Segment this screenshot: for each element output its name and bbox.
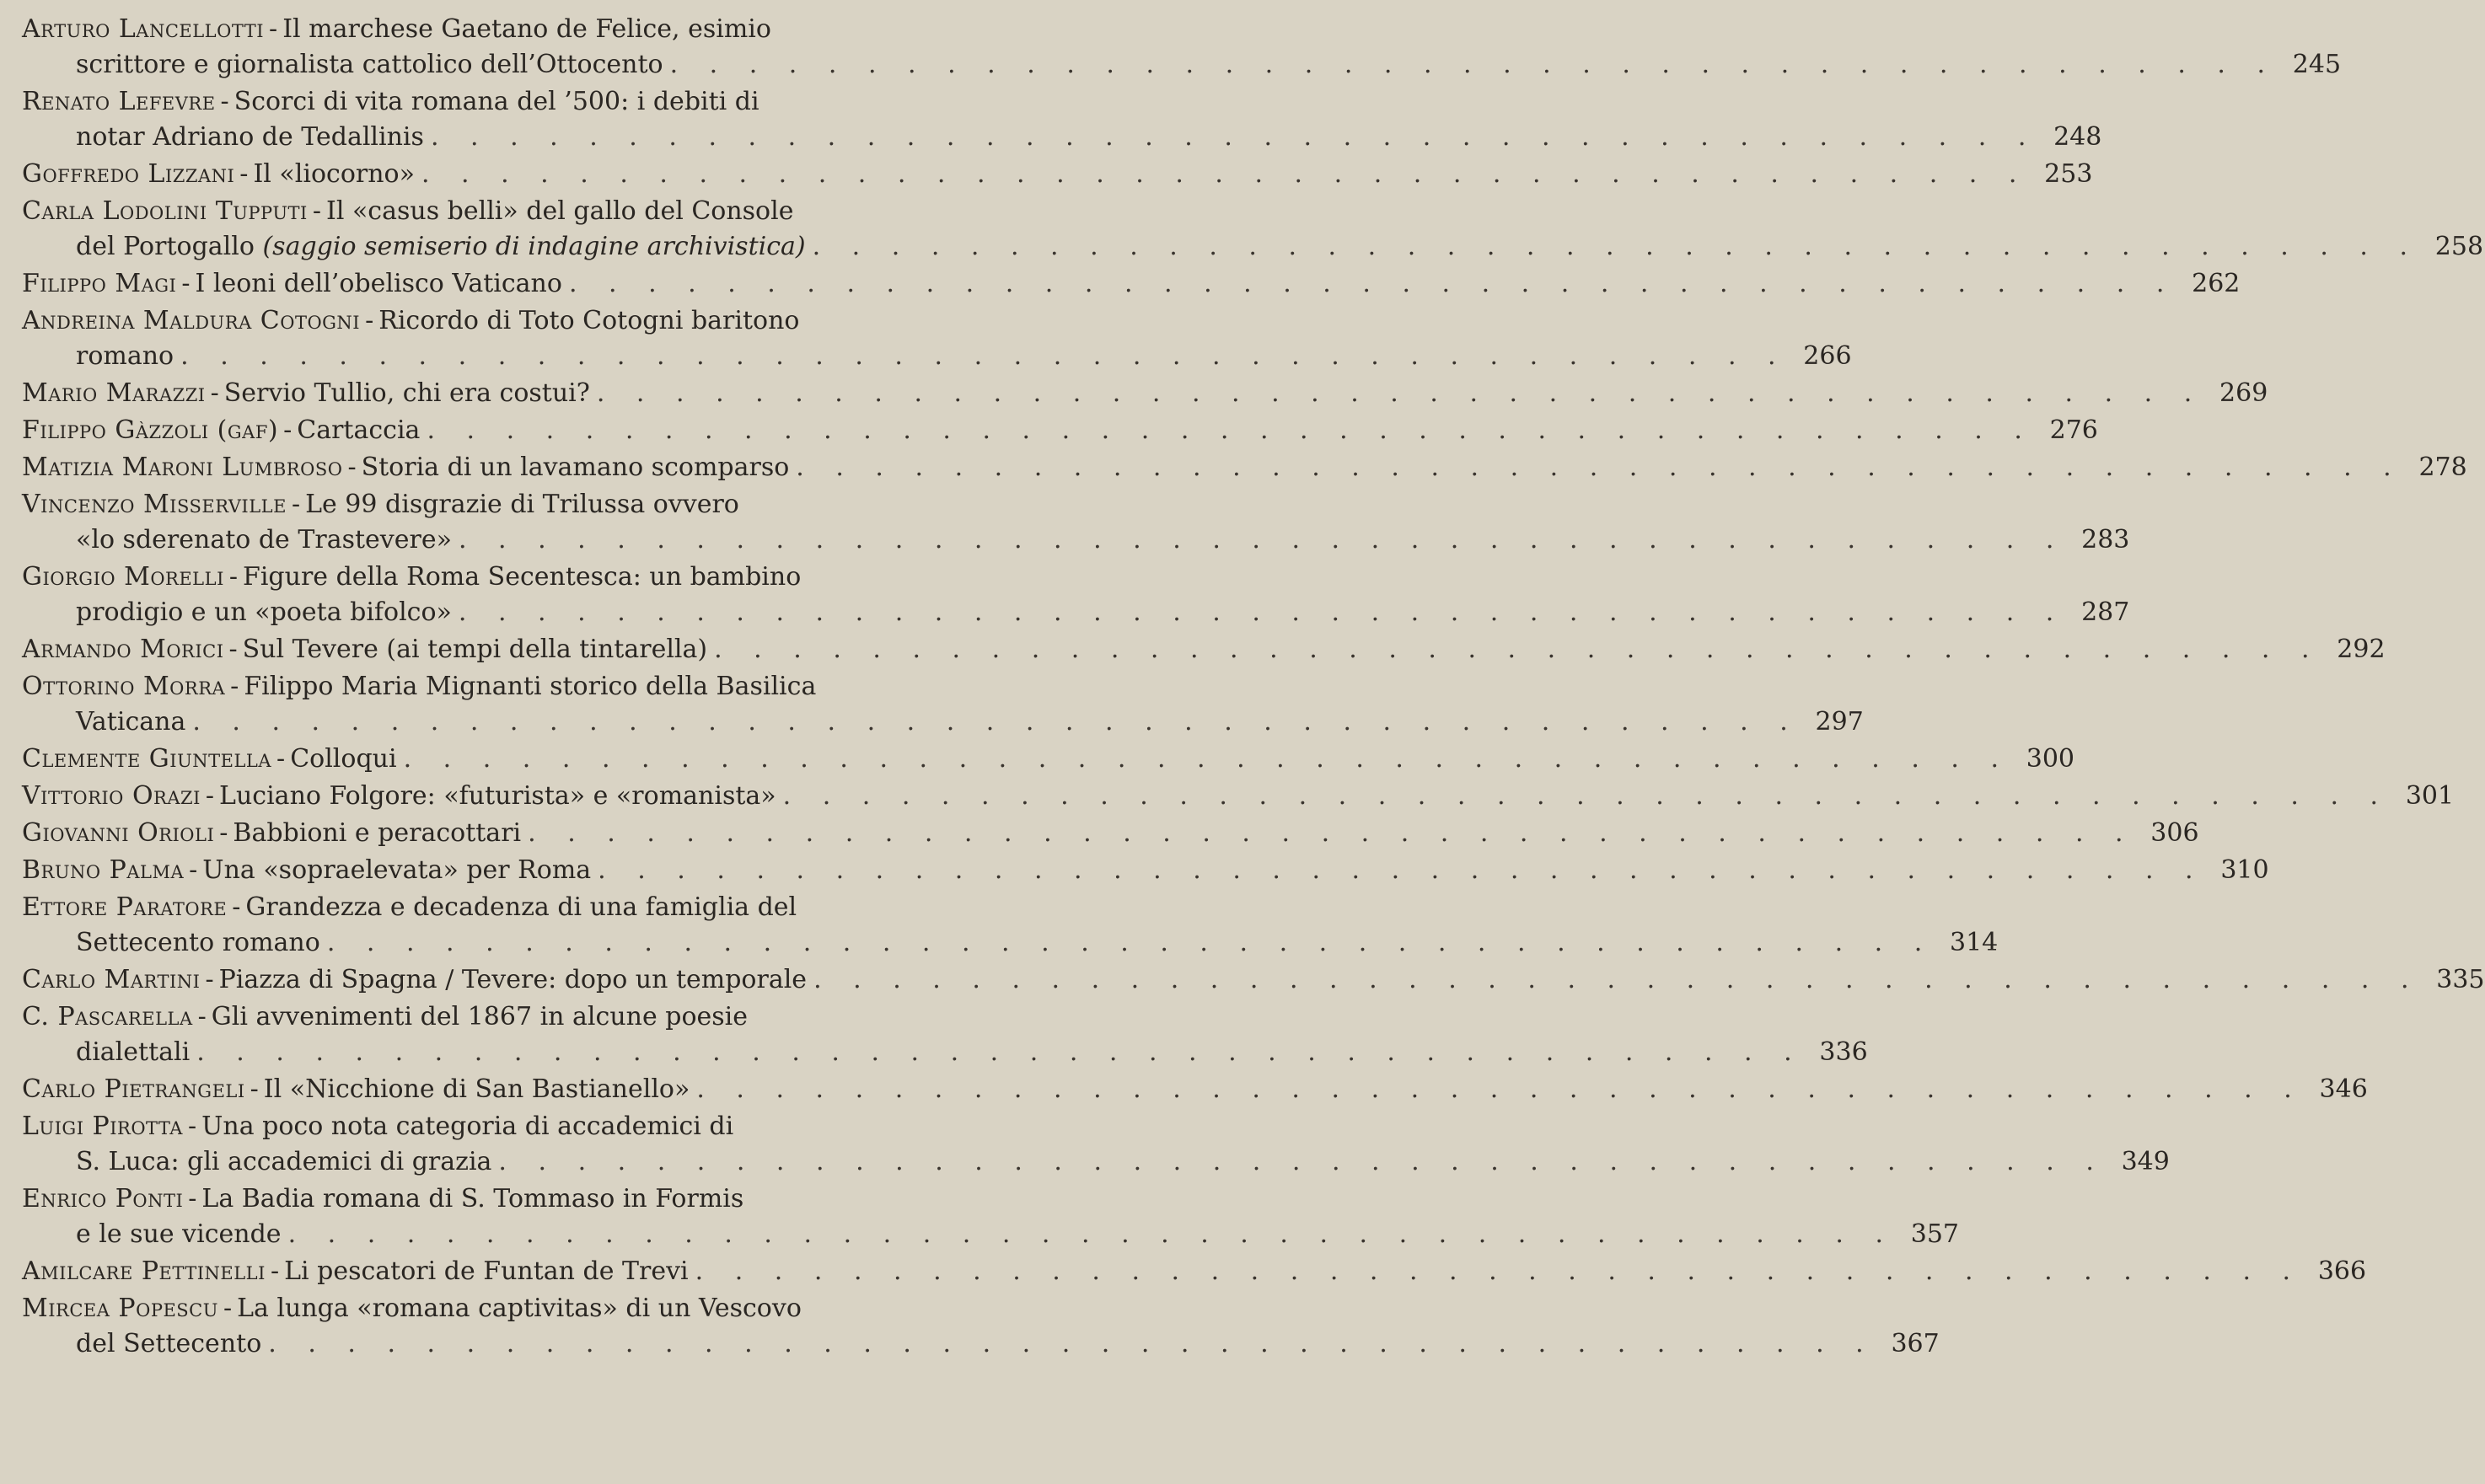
entry-author: Ettore Paratore	[22, 892, 228, 922]
toc-entry	[22, 1181, 1959, 1252]
toc-entry	[22, 560, 2130, 630]
dot-leader	[174, 339, 1787, 374]
toc-entry	[22, 853, 2269, 888]
entry-title-continuation-text: Vaticana	[76, 707, 186, 737]
toc-entry-first-line	[22, 12, 937, 47]
toc-entry-first-line	[22, 962, 2485, 998]
entry-author: Filippo Gàzzoli (gaf)	[22, 415, 279, 445]
toc-entry	[22, 1072, 2368, 1107]
toc-entry-first-line	[22, 853, 2269, 888]
entry-title: Colloqui	[290, 744, 397, 774]
toc-entry-first-line	[22, 1181, 937, 1217]
entry-separator: -	[205, 965, 214, 994]
entry-title: Babbioni e peracottari	[233, 818, 522, 848]
entry-page-number: 336	[1819, 1037, 1868, 1067]
toc-entry-first-line	[22, 742, 2075, 777]
entry-author: Enrico Ponti	[22, 1184, 184, 1213]
toc-entry-heading	[22, 816, 521, 851]
entry-separator: -	[210, 378, 219, 408]
entry-page-number: 292	[2337, 635, 2386, 664]
entry-title-continuation-text: prodigio e un «poeta bifolco»	[76, 597, 452, 627]
entry-separator: -	[181, 269, 191, 298]
entry-separator: -	[269, 14, 278, 44]
entry-title: Figure della Roma Secentesca: un bambino	[243, 562, 802, 592]
toc-entry-heading	[22, 84, 873, 120]
toc-entry-heading	[22, 669, 873, 704]
toc-entry	[22, 1291, 1940, 1362]
toc-entry	[22, 816, 2199, 851]
toc-entry	[22, 450, 2467, 485]
dot-leader	[562, 266, 2176, 302]
entry-separator: -	[312, 196, 321, 226]
toc-entry-heading	[22, 12, 873, 47]
toc-entry-first-line	[22, 779, 2455, 814]
entry-page-number: 367	[1891, 1329, 1940, 1358]
toc-entry-continuation-line	[22, 925, 1999, 961]
entry-author: Arturo Lancellotti	[22, 14, 265, 44]
entry-page-number: 258	[2434, 232, 2484, 261]
dot-leader	[452, 522, 2065, 558]
toc-entry	[22, 999, 1868, 1070]
entry-author: Bruno Palma	[22, 855, 185, 885]
entry-page-number: 300	[2026, 744, 2075, 774]
entry-title: Cartaccia	[297, 415, 421, 445]
entry-page-number: 314	[1950, 928, 1999, 957]
entry-title-continuation	[76, 925, 320, 961]
entry-title: Sul Tevere (ai tempi della tintarella)	[242, 635, 708, 664]
entry-separator: -	[205, 781, 215, 811]
toc-entry	[22, 779, 2455, 814]
toc-entry-first-line	[22, 84, 937, 120]
dot-leader	[689, 1254, 2302, 1289]
entry-title-continuation	[76, 1217, 282, 1252]
toc-entry-first-line	[22, 303, 937, 339]
toc-entry-heading	[22, 1254, 689, 1289]
dot-leader	[415, 157, 2028, 192]
entry-title-continuation-text: del Portogallo	[76, 232, 255, 261]
entry-title: Il «liocorno»	[253, 159, 415, 189]
dot-leader	[452, 595, 2065, 630]
toc-entry	[22, 194, 2484, 265]
toc-entry-continuation-line	[22, 1035, 1868, 1070]
entry-title: Piazza di Spagna / Tevere: dopo un temporale	[218, 965, 808, 994]
entry-author: Luigi Pirotta	[22, 1112, 183, 1141]
entry-page-number: 245	[2292, 50, 2342, 79]
toc-entry-heading	[22, 157, 415, 192]
toc-entry-first-line	[22, 487, 937, 522]
toc-entry-heading	[22, 376, 590, 411]
dot-leader	[690, 1072, 2303, 1107]
entry-page-number: 366	[2317, 1256, 2367, 1286]
entry-page-number: 269	[2219, 378, 2268, 408]
entry-separator: -	[250, 1074, 259, 1104]
entry-subtitle: (saggio semiserio di indagine archivistica)	[262, 232, 806, 261]
entry-author: Amilcare Pettinelli	[22, 1256, 266, 1286]
entry-author: Renato Lefevre	[22, 87, 216, 116]
entry-author: Carlo Martini	[22, 965, 201, 994]
toc-entry-continuation-line	[22, 339, 1852, 374]
entry-separator: -	[228, 562, 239, 592]
entry-author: Mario Marazzi	[22, 378, 206, 408]
entry-author: Goffredo Lizzani	[22, 159, 235, 189]
dot-leader	[261, 1326, 1875, 1362]
toc-entry-heading	[22, 266, 562, 302]
entry-author: Ottorino Morra	[22, 672, 226, 701]
entry-separator: -	[220, 87, 229, 116]
toc-entry-heading	[22, 487, 873, 522]
dot-leader	[185, 704, 1799, 740]
toc-entry-heading	[22, 1181, 873, 1217]
toc-entry-heading	[22, 742, 397, 777]
entry-title-continuation	[76, 704, 185, 740]
dot-leader	[521, 816, 2134, 851]
entry-separator: -	[230, 672, 239, 701]
entry-separator: -	[347, 453, 357, 482]
entry-page-number: 283	[2081, 525, 2130, 554]
entry-author: Vincenzo Misserville	[22, 490, 287, 519]
toc-entry-heading	[22, 413, 420, 448]
entry-title-continuation	[76, 522, 452, 558]
toc-entry-heading	[22, 560, 873, 595]
toc-entry	[22, 1254, 2367, 1289]
toc-entry-continuation-line	[22, 47, 2342, 83]
toc-entry-continuation-line	[22, 1217, 1959, 1252]
entry-page-number: 357	[1910, 1219, 1959, 1249]
entry-title: Storia di un lavamano scomparso	[361, 453, 790, 482]
entry-author: Giorgio Morelli	[22, 562, 224, 592]
entry-page-number: 310	[2220, 855, 2269, 885]
entry-title: Una poco nota categoria di accademici di	[201, 1112, 734, 1141]
entry-separator: -	[239, 159, 249, 189]
entry-title-continuation-text: notar Adriano de Tedallinis	[76, 122, 424, 152]
entry-separator: -	[276, 744, 286, 774]
entry-page-number: 276	[2049, 415, 2098, 445]
toc-entry	[22, 12, 2342, 83]
entry-title-continuation-text: «lo sderenato de Trastevere»	[76, 525, 452, 554]
dot-leader	[320, 925, 1934, 961]
entry-page-number: 306	[2150, 818, 2199, 848]
entry-title: La lunga «romana captivitas» di un Vescovo	[237, 1294, 802, 1323]
entry-title-continuation-text: dialettali	[76, 1037, 191, 1067]
entry-title: Gli avvenimenti del 1867 in alcune poesie	[211, 1002, 749, 1031]
entry-author: Vittorio Orazi	[22, 781, 201, 811]
entry-author: Carla Lodolini Tupputi	[22, 196, 308, 226]
toc-entry-first-line	[22, 816, 2199, 851]
entry-title-continuation	[76, 1035, 190, 1070]
toc-entry-first-line	[22, 376, 2268, 411]
toc-entry-heading	[22, 450, 789, 485]
entry-title: Servio Tullio, chi era costui?	[223, 378, 590, 408]
toc-entry-first-line	[22, 632, 2386, 667]
toc-entry-heading	[22, 779, 776, 814]
entry-title-continuation-text: e le sue vicende	[76, 1219, 282, 1249]
toc-entry-continuation-line	[22, 704, 1864, 740]
entry-title: Le 99 disgrazie di Trilussa ovvero	[305, 490, 739, 519]
toc-entry-first-line	[22, 1072, 2368, 1107]
entry-title-continuation-text: Settecento romano	[76, 928, 320, 957]
toc-entry-continuation-line	[22, 229, 2484, 265]
toc-entry-first-line	[22, 1254, 2367, 1289]
entry-separator: -	[187, 1112, 197, 1141]
toc-entry	[22, 413, 2098, 448]
toc-entry-first-line	[22, 1291, 937, 1326]
toc-entry	[22, 266, 2241, 302]
entry-title: Una «sopraelevata» per Roma	[202, 855, 592, 885]
entry-separator: -	[283, 415, 293, 445]
entry-author: Clemente Giuntella	[22, 744, 272, 774]
toc-entry-heading	[22, 890, 873, 925]
entry-title-continuation-text: S. Luca: gli accademici di grazia	[76, 1147, 492, 1176]
entry-author: Filippo Magi	[22, 269, 177, 298]
toc-entry-first-line	[22, 413, 2098, 448]
toc-entry-first-line	[22, 999, 937, 1035]
toc-entry	[22, 632, 2386, 667]
entry-title: Il «Nicchione di San Bastianello»	[263, 1074, 690, 1104]
entry-author: Armando Morici	[22, 635, 224, 664]
entry-page-number: 278	[2418, 453, 2467, 482]
toc-entry	[22, 376, 2268, 411]
toc-entry-first-line	[22, 157, 2093, 192]
dot-leader	[397, 742, 2010, 777]
entry-author: C. Pascarella	[22, 1002, 193, 1031]
entry-page-number: 335	[2436, 965, 2485, 994]
dot-leader	[807, 962, 2420, 998]
toc-entry-heading	[22, 853, 591, 888]
toc-entry-continuation-line	[22, 1144, 2170, 1180]
toc-entry-continuation-line	[22, 120, 2102, 155]
dot-leader	[590, 376, 2203, 411]
toc-entry-heading	[22, 194, 873, 229]
entry-title-continuation-text: romano	[76, 341, 174, 371]
entry-separator: -	[270, 1256, 280, 1286]
entry-separator: -	[232, 892, 241, 922]
entry-title: Filippo Maria Mignanti storico della Basilica	[244, 672, 817, 701]
dot-leader	[491, 1144, 2105, 1180]
entry-separator: -	[223, 1294, 233, 1323]
dot-leader	[591, 853, 2204, 888]
dot-leader	[190, 1035, 1803, 1070]
toc-entry	[22, 669, 1864, 740]
toc-entry-first-line	[22, 890, 937, 925]
dot-leader	[282, 1217, 1895, 1252]
entry-title-continuation	[76, 1326, 261, 1362]
toc-entry-continuation-line	[22, 595, 2130, 630]
toc-entry-heading	[22, 303, 873, 339]
dot-leader	[663, 47, 2277, 83]
toc-entry-heading	[22, 1291, 873, 1326]
entry-title-continuation	[76, 47, 663, 83]
entry-title: Li pescatori de Funtan de Trevi	[284, 1256, 689, 1286]
dot-leader	[806, 229, 2419, 265]
entry-author: Matizia Maroni Lumbroso	[22, 453, 343, 482]
entry-title-continuation	[76, 229, 806, 265]
toc-entry	[22, 742, 2075, 777]
entry-separator: -	[219, 818, 228, 848]
toc-entry	[22, 84, 2102, 155]
entry-title-continuation	[76, 1144, 491, 1180]
toc-entry	[22, 487, 2130, 558]
toc-entry	[22, 890, 1999, 961]
dot-leader	[789, 450, 2402, 485]
entry-title: Il «casus belli» del gallo del Console	[325, 196, 794, 226]
toc-entry-first-line	[22, 669, 937, 704]
entry-title-continuation	[76, 595, 452, 630]
toc-entry	[22, 157, 2093, 192]
entry-page-number: 262	[2192, 269, 2241, 298]
entry-author: Mircea Popescu	[22, 1294, 218, 1323]
toc-entry-continuation-line	[22, 1326, 1940, 1362]
entry-title: La Badia romana di S. Tommaso in Formis	[201, 1184, 744, 1213]
toc-entry-heading	[22, 999, 873, 1035]
dot-leader	[420, 413, 2033, 448]
toc-entry-first-line	[22, 266, 2241, 302]
toc-entry-continuation-line	[22, 522, 2130, 558]
toc-entry-heading	[22, 1072, 690, 1107]
entry-page-number: 248	[2053, 122, 2102, 152]
entry-page-number: 297	[1815, 707, 1864, 737]
entry-title: I leoni dell’obelisco Vaticano	[195, 269, 562, 298]
entry-author: Giovanni Orioli	[22, 818, 215, 848]
toc-entry-heading	[22, 1109, 873, 1144]
entry-page-number: 346	[2319, 1074, 2368, 1104]
toc-entry-first-line	[22, 450, 2467, 485]
entry-page-number: 287	[2081, 597, 2130, 627]
entry-title: Ricordo di Toto Cotogni baritono	[378, 306, 800, 335]
entry-separator: -	[291, 490, 301, 519]
entry-title: Luciano Folgore: «futurista» e «romanista»	[219, 781, 776, 811]
toc-entry	[22, 303, 1852, 374]
toc-entry	[22, 1109, 2170, 1180]
toc-entry-heading	[22, 962, 807, 998]
entry-title: Scorci di vita romana del ’500: i debiti di	[233, 87, 759, 116]
entry-page-number: 301	[2405, 781, 2455, 811]
dot-leader	[776, 779, 2390, 814]
entry-separator: -	[189, 855, 198, 885]
entry-title: Il marchese Gaetano de Felice, esimio	[282, 14, 771, 44]
toc-entry-first-line	[22, 560, 937, 595]
entry-author: Carlo Pietrangeli	[22, 1074, 245, 1104]
entry-title-continuation-text: scrittore e giornalista cattolico dell’Ottocento	[76, 50, 663, 79]
entry-page-number: 253	[2044, 159, 2093, 189]
toc-entry-heading	[22, 632, 707, 667]
entry-separator: -	[228, 635, 238, 664]
entry-title-continuation	[76, 339, 174, 374]
toc-entry-first-line	[22, 1109, 937, 1144]
entry-page-number: 266	[1803, 341, 1852, 371]
entry-title-continuation	[76, 120, 424, 155]
entry-page-number: 349	[2121, 1147, 2170, 1176]
toc-entry	[22, 962, 2485, 998]
entry-title: Grandezza e decadenza di una famiglia del	[245, 892, 797, 922]
entry-title-continuation-text: del Settecento	[76, 1329, 262, 1358]
dot-leader	[707, 632, 2321, 667]
entry-separator: -	[365, 306, 374, 335]
entry-separator: -	[197, 1002, 207, 1031]
toc-entry-first-line	[22, 194, 937, 229]
dot-leader	[424, 120, 2037, 155]
entry-author: Andreina Maldura Cotogni	[22, 306, 361, 335]
entry-separator: -	[188, 1184, 197, 1213]
